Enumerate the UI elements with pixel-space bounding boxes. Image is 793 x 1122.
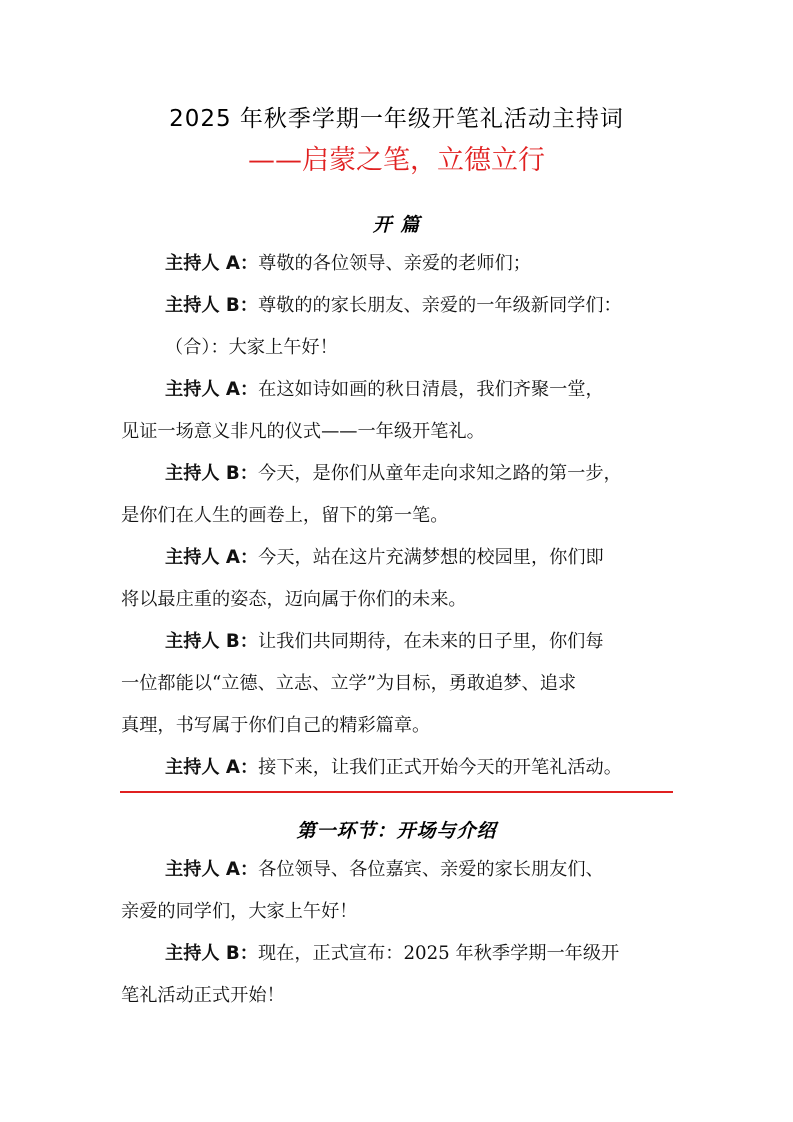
section-divider: [120, 791, 673, 793]
paragraph-line: [165, 858, 673, 882]
document-subtitle: ——启蒙之笔，立德立行: [248, 145, 545, 176]
line-text: 尊敬的的家长朋友、亲爱的一年级新同学们：: [257, 295, 622, 316]
line-text: 在这如诗如画的秋日清晨，我们齐聚一堂，: [258, 379, 604, 400]
paragraph-line: [121, 900, 673, 924]
line-text: 是你们在人生的画卷上，留下的第一笔。: [121, 505, 449, 526]
document-title: 2025 年秋季学期一年级开笔礼活动主持词: [169, 106, 624, 132]
speaker-label: 主持人 A：: [165, 379, 259, 400]
line-text: 接下来，让我们正式开始今天的开笔礼活动。: [258, 757, 622, 778]
line-text: 今天，站在这片充满梦想的校园里，你们即: [258, 547, 604, 568]
speaker-label: 主持人 A：: [165, 253, 259, 274]
speaker-label: 主持人 B：: [165, 943, 258, 964]
paragraph-line: [165, 756, 673, 780]
paragraph-line: [121, 420, 673, 444]
line-text: 将以最庄重的姿态，迈向属于你们的未来。: [121, 589, 467, 610]
line-text: 今天，是你们从童年走向求知之路的第一步，: [257, 463, 622, 484]
section-heading-opening: 开 篇: [372, 214, 421, 236]
line-text: 笔礼活动正式开始！: [121, 985, 285, 1006]
speaker-label: 主持人 B：: [165, 295, 258, 316]
speaker-label: 主持人 A：: [165, 547, 259, 568]
paragraph-line: [121, 672, 673, 696]
paragraph-line: [165, 546, 673, 570]
paragraph-line: [165, 630, 673, 654]
line-text: 见证一场意义非凡的仪式——一年级开笔礼。: [121, 421, 485, 442]
speaker-label: 主持人 A：: [165, 859, 259, 880]
speaker-label: 主持人 B：: [165, 631, 258, 652]
paragraph-line: [165, 294, 673, 318]
paragraph-line: [121, 984, 673, 1008]
line-text: 让我们共同期待，在未来的日子里，你们每: [257, 631, 604, 652]
paragraph-line: [165, 942, 673, 966]
paragraph-line: [121, 714, 673, 738]
line-text: 各位领导、各位嘉宾、亲爱的家长朋友们、: [258, 859, 604, 880]
speaker-label: 主持人 B：: [165, 463, 258, 484]
speaker-label: 主持人 A：: [165, 757, 259, 778]
paragraph-line: [165, 462, 673, 486]
line-text: （合）：大家上午好！: [165, 337, 338, 358]
paragraph-line: [121, 588, 673, 612]
paragraph-line: [165, 252, 673, 276]
paragraph-line: [165, 336, 673, 360]
line-text: 尊敬的各位领导、亲爱的老师们；: [258, 253, 531, 274]
paragraph-line: [121, 504, 673, 528]
line-text: 亲爱的同学们，大家上午好！: [121, 901, 358, 922]
line-text: 真理，书写属于你们自己的精彩篇章。: [121, 715, 431, 736]
section-heading-part-one: 第一环节：开场与介绍: [296, 820, 497, 842]
line-text: 一位都能以“立德、立志、立学”为目标，勇敢追梦、追求: [121, 673, 577, 694]
line-text: 现在，正式宣布：2025 年秋季学期一年级开: [257, 943, 620, 964]
paragraph-line: [165, 378, 673, 402]
